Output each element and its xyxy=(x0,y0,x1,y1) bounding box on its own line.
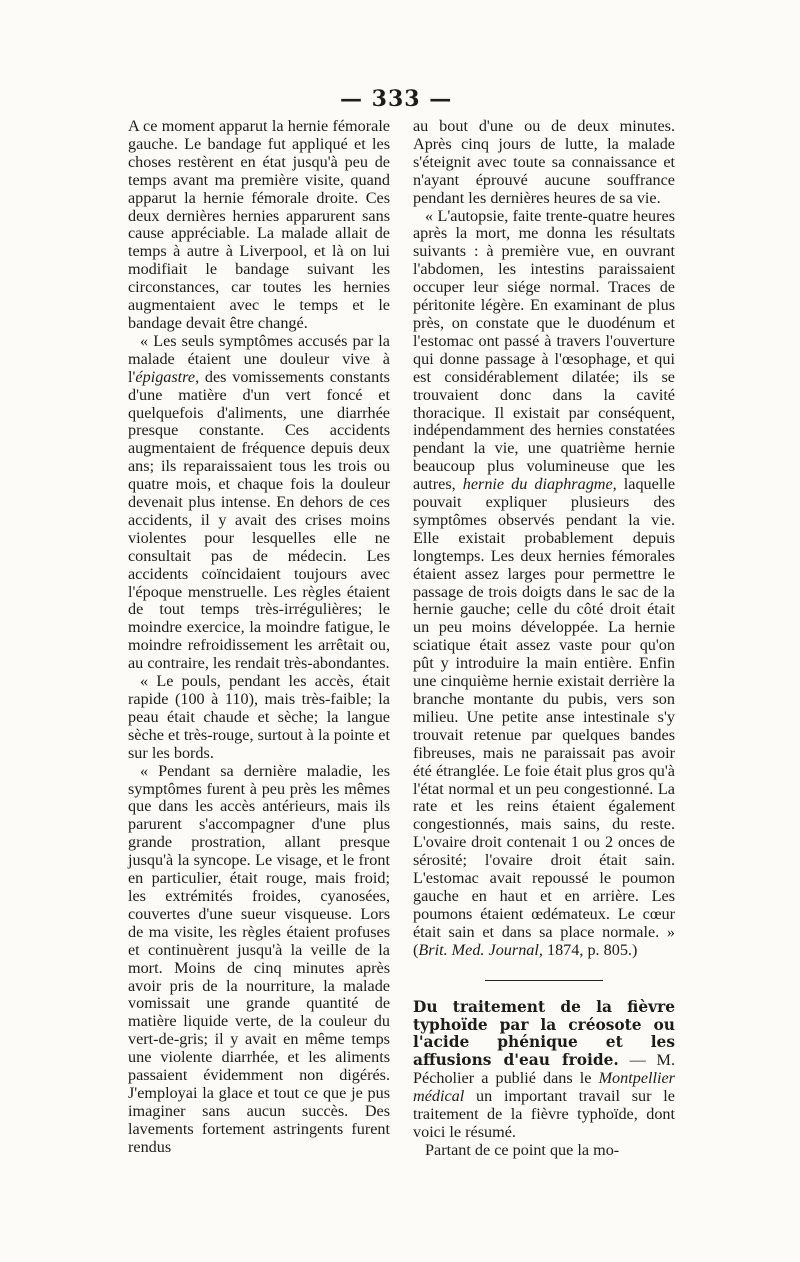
paragraph: A ce moment apparut la hernie fémorale gauche. Le bandage fut appliqué et les choses restèrent en état jusqu'à peu de temps avant ma première visite, quand apparut la hernie fémorale droite. Ces deux dernières hernies apparurent sans cause appréciable. La malade allait de temps à autre à Liverpool, et là on lui modifiait le bandage suivant les circonstances, car toutes les hernies augmentaient avec le temps et le bandage devait être changé. xyxy=(128,117,390,332)
left-column xyxy=(128,118,390,1157)
right-column xyxy=(413,118,675,1160)
paragraph xyxy=(413,208,675,960)
paragraph xyxy=(128,333,390,673)
section-paragraph xyxy=(413,999,675,1142)
italic-term: hernie du diaphragme, xyxy=(462,475,617,494)
page-number: — 333 — xyxy=(340,86,453,112)
text-segment: laquelle pouvait expliquer plusieurs des symptômes observés pendant la vie. Elle existait probablement depuis longtemps. Les deux hernies fémorales étaient assez larges pour permettre le passage de trois doigts dans le sac de la hernie gauche; celle du côté droit était un peu moins développée. La hernie sciatique était assez vaste pour qu'on pût y introduire la main entière. Enfin une cinquième hernie existait derrière la branche montante du pubis, vers son milieu. Une petite anse intestinale s'y trouvait retenue par quelques bandes fibreuses, mais ne paraissait pas avoir été étranglée. Le foie était plus gros qu'à l'état normal et un peu congestionné. La rate et les reins étaient également congestionnés, mais sains, du reste. L'ovaire droit contenait 1 ou 2 onces de sérosité; l'ovaire droit était sain. L'estomac avait repoussé le poumon gauche en haut et en arrière. Les poumons étaient œdémateux. Le cœur était sain et dans sa place normale. » ( xyxy=(413,475,676,959)
paragraph: au bout d'une ou de deux minutes. Après cinq jours de lutte, la malade s'éteignit avec toute sa connaissance et n'ayant éprouvé aucune souffrance pendant les dernières heures de sa vie. xyxy=(413,117,675,207)
citation-details: 1874, p. 805.) xyxy=(542,940,638,959)
paragraph: Partant de ce point que la mo- xyxy=(425,1140,620,1159)
text-segment: — M. Pécholier a publié dans le xyxy=(413,1051,675,1088)
italic-term: épigastre xyxy=(135,367,196,386)
paragraph: « Pendant sa dernière maladie, les symptômes furent à peu près les mêmes que dans les accès antérieurs, mais ils parurent s'accompagner d'une plus grande prostration, allant presque jusqu'à la syncope. Le visage, et le front en particulier, était rouge, mais froid; les extrémités froides, cyanosées, couvertes d'une sueur visqueuse. Lors de ma visite, les règles étaient profuses et continuèrent jusqu'à la veille de la mort. Moins de cinq minutes après avoir pris de la nourriture, la malade vomissait une grande quantité de matière liquide verte, de la couleur du vert-de-gris; il y avait en même temps une violente diarrhée, et les aliments passaient évidemment non digérés. J'employai la glace et tout ce que je pus imaginer sans aucun succès. Des lavements fortement astringents furent rendus xyxy=(128,761,390,1156)
citation-journal: Brit. Med. Journal, xyxy=(418,940,543,959)
text-segment: , des vomissements constants d'une matière d'un vert foncé et quelquefois d'aliments, une diarrhée presque constante. Ces accidents augmentaient de fréquence depuis deux ans; ils reparaissaient tous les trois ou quatre mois, et chaque fois la douleur devenait plus intense. En dehors de ces accidents, il y avait des crises moins violentes pour lesquelles elle ne consultait pas de médecin. Les accidents coïncidaient toujours avec l'époque menstruelle. Les règles étaient de tout temps très-irrégulières; le moindre exercice, la moindre fatigue, le moindre refroidissement les arrêtait ou, au contraire, les rendait très-abondantes. xyxy=(128,367,390,673)
section-title: Du traitement de la fièvre typhoïde par la créosote ou l'acide phénique et les affusions d'eau froide. xyxy=(413,997,675,1070)
section-divider xyxy=(485,980,603,981)
paragraph: « Le pouls, pendant les accès, était rapide (100 à 110), mais très-faible; la peau était chaude et sèche; la langue sèche et très-rouge, surtout à la pointe et sur les bords. xyxy=(128,672,390,762)
text-segment: « Les seuls symptômes accusés par la malade étaient une douleur vive à l' xyxy=(128,331,390,386)
text-segment: un important travail sur le traitement de la fièvre typhoïde, dont voici le résumé. xyxy=(413,1087,675,1141)
journal-name: Montpellier médical xyxy=(413,1069,675,1106)
text-segment: « L'autopsie, faite trente-quatre heures après la mort, me donna les résultats suivants : à première vue, en ouvrant l'abdomen, les intestins paraissaient occuper leur siége normal. Traces de péritonite légère. En examinant de plus près, on constate que le duodénum et l'estomac ont passé à travers l'ouverture qui donne passage à l'œsophage, et qui est considérablement dilatée; ils se trouvaient donc dans la cavité thoracique. Il existait par conséquent, indépendamment des hernies constatées pendant la vie, une quatrième hernie beaucoup plus volumineuse que les autres, xyxy=(413,206,675,494)
